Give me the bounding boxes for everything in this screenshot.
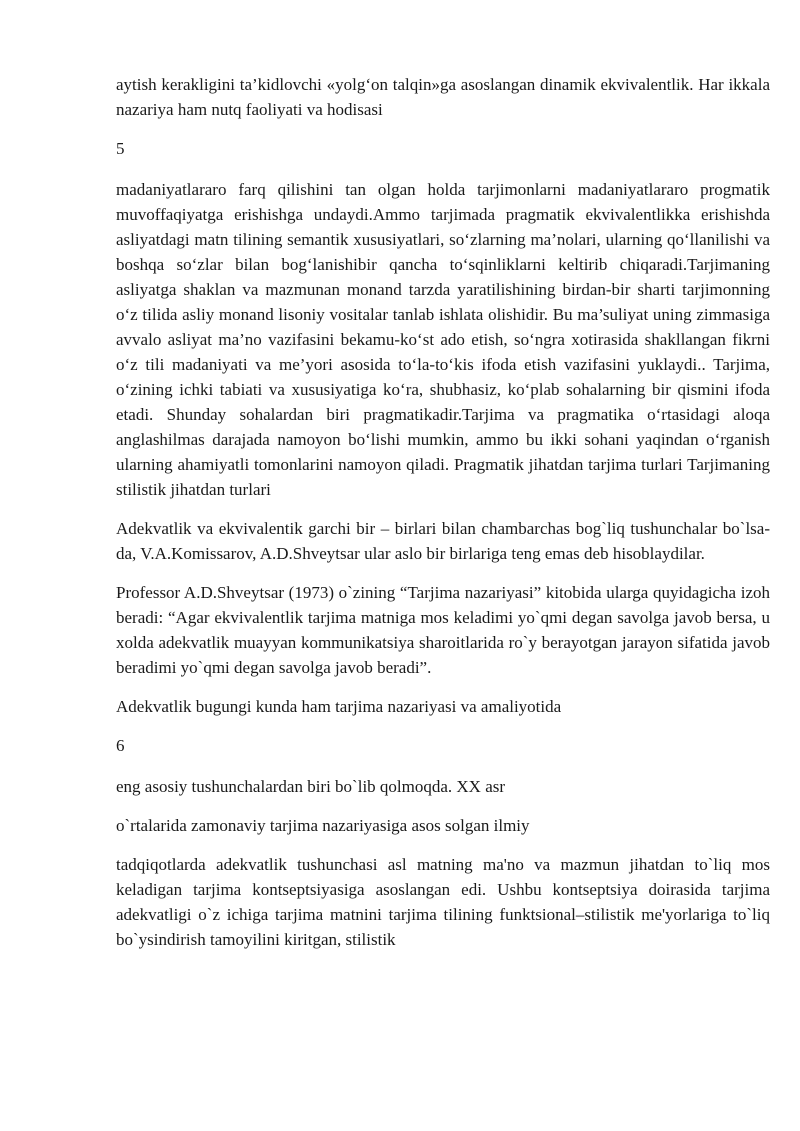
paragraph: Adekvatlik va ekvivalentik garchi bir – birlari bilan chambarchas bog`liq tushunchalar bo`lsa-da, V.A.Komissarov, A.D.Shveytsar ular aslo bir birlariga teng emas deb hisoblaydilar. [116,519,770,563]
paragraph: Adekvatlik bugungi kunda ham tarjima nazariyasi va amaliyotida [116,697,562,716]
paragraph: o`rtalarida zamonaviy tarjima nazariyasiga asos solgan ilmiy [116,816,530,835]
document-page [116,72,770,966]
page-number: 6 [116,736,125,755]
paragraph: aytish kerakligini ta’kidlovchi «yolg‘on talqin»ga asoslangan dinamik ekvivalentlik. Har ikkala nazariya ham nutq faoliyati va hodisasi [116,75,770,119]
paragraph: Professor A.D.Shveytsar (1973) o`zining “Tarjima nazariyasi” kitobida ularga quyidagicha izoh beradi: “Agar ekvivalentlik tarjima matniga mos keladimi yo`qmi degan savolga javob bersa, u xolda adekvatlik muayyan kommunikatsiya sharoitlarida ro`y berayotgan jarayon sifatida javob beradimi yo`qmi degan savolga javob beradi”. [116,583,770,677]
paragraph: madaniyatlararo farq qilishini tan olgan holda tarjimonlarni madaniyatlararo progmatik muvoffaqiyatga erishishga undaydi.Ammo tarjimada pragmatik ekvivalentlikka erishishda asliyatdagi matn tilining semantik xususiyatlari, so‘zlarning ma’nolari, ularning qo‘llanilishi va boshqa so‘zlar bilan bog‘lanishibir qancha to‘sqinliklarni keltirib chiqaradi.Tarjimaning asliyatga shaklan va mazmunan monand tarzda yaratilishining birdan-bir sharti tarjimonning o‘z tilida asliy monand lisoniy vositalar tanlab ishlata olishidir. Bu ma’suliyat uning zimmasiga avvalo asliyat ma’no vazifasini bekamu-ko‘st ado etish, so‘ngra xotirasida shakllangan fikrni o‘z tili madaniyati va me’yori asosida to‘la-to‘kis ifoda etish vazifasini yuklaydi.. Tarjima, o‘zining ichki tabiati va xususiyatiga ko‘ra, shubhasiz, ko‘plab sohalarning bir qismini ifoda etadi. Shunday sohalardan biri pragmatikadir.Tarjima va pragmatika o‘rtasidagi aloqa anglashilmas darajada namoyon bo‘lishi mumkin, ammo bu ikki sohani yaqindan o‘rganish ularning ahamiyatli tomonlarini namoyon qiladi. Pragmatik jihatdan tarjima turlari Tarjimaning stilistik jihatdan turlari [116,180,770,499]
page-number: 5 [116,139,125,158]
paragraph: tadqiqotlarda adekvatlik tushunchasi asl matning ma'no va mazmun jihatdan to`liq mos keladigan tarjima kontseptsiyasiga asoslangan edi. Ushbu kontseptsiya doirasida tarjima adekvatligi o`z ichiga tarjima matnini tarjima tilining funktsional–stilistik me'yorlariga to`liq bo`ysindirish tamoyilini kiritgan, stilistik [116,855,770,949]
paragraph: eng asosiy tushunchalardan biri bo`lib qolmoqda. XX asr [116,777,506,796]
